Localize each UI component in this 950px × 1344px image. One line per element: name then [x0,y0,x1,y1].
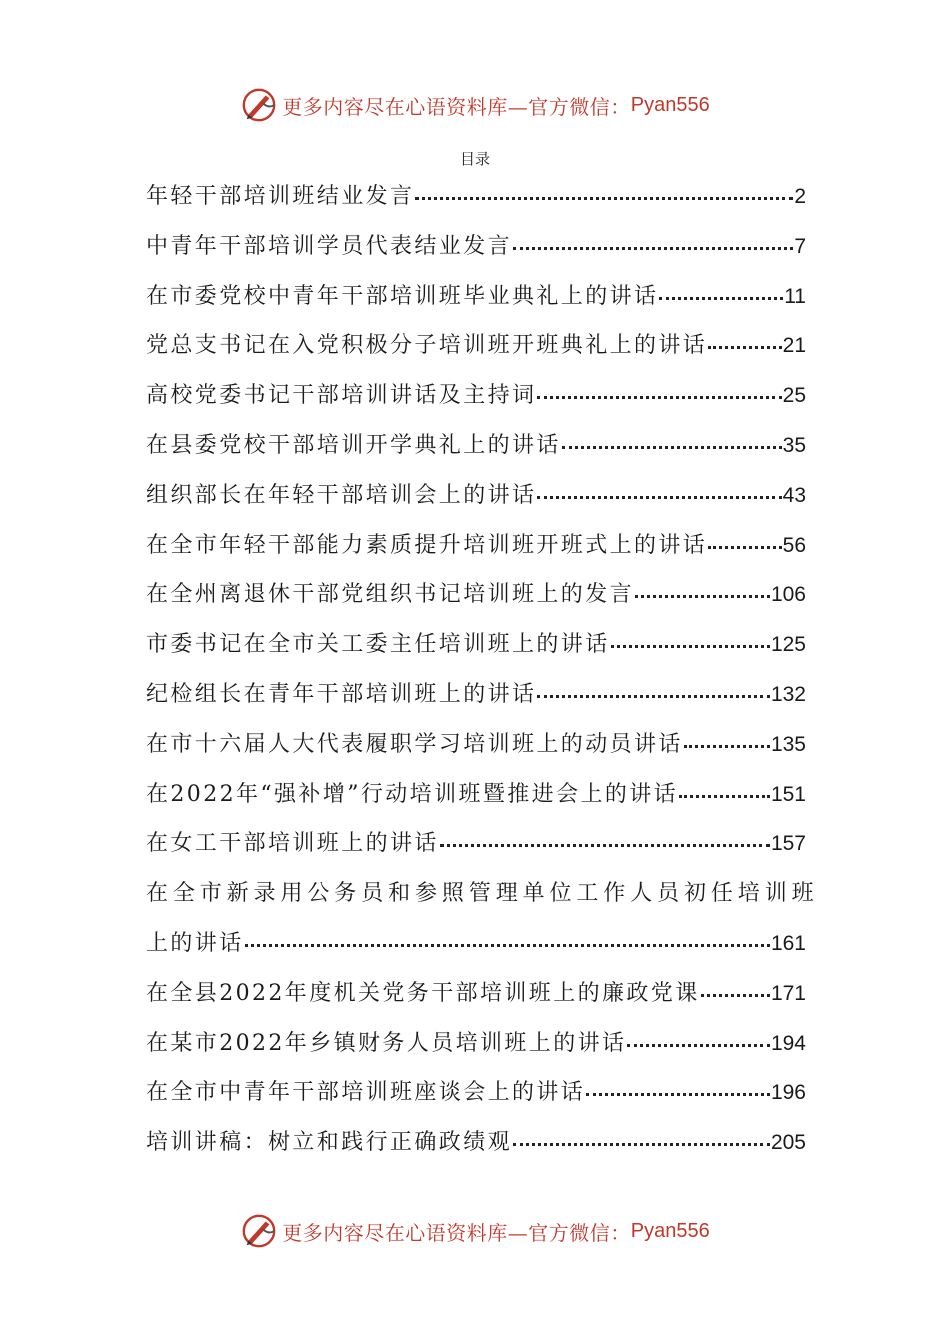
toc-entry-title: 在全市年轻干部能力素质提升培训班开班式上的讲话 [146,532,708,558]
toc-entry-title: 上的讲话 [146,930,244,956]
toc-entry[interactable] [146,720,806,770]
toc-leader-dots [708,546,781,549]
footer-banner [0,1211,950,1251]
toc-entry[interactable] [146,321,806,371]
toc-entry[interactable] [146,272,806,322]
toc-entry-title: 在县委党校干部培训开学典礼上的讲话 [146,432,561,458]
toc-entry[interactable] [146,620,806,670]
toc-entry-title: 市委书记在全市关工委主任培训班上的讲话 [146,632,610,658]
banner-slogan: 更多内容尽在心语资料库—官方微信： [282,1220,631,1245]
toc-entry-page: 194 [770,1031,806,1055]
toc-entry-title: 在全市中青年干部培训班座谈会上的讲话 [146,1080,586,1106]
toc-entry-page: 2 [794,185,806,208]
toc-entry-page: 135 [770,732,806,756]
toc-entry-page: 11 [784,284,806,308]
toc-entry-title: 在全县2022年度机关党务干部培训班上的廉政党课 [146,980,700,1006]
toc-entry-page: 161 [770,931,806,955]
pen-logo-icon [240,1212,278,1250]
pen-logo-icon [240,86,278,124]
toc-entry-page: 125 [770,633,806,657]
toc-entry-title: 在市委党校中青年干部培训班毕业典礼上的讲话 [146,283,659,309]
toc-entry[interactable] [146,471,806,521]
toc-entry-page: 106 [770,583,806,607]
toc-leader-dots [562,446,782,449]
toc-leader-dots [679,795,770,798]
toc-entry[interactable] [146,421,806,471]
toc-entry-title: 在全州离退休干部党组织书记培训班上的发言 [146,582,635,608]
toc-leader-dots [415,197,793,200]
toc-entry[interactable] [146,770,806,820]
toc-leader-dots [537,496,781,499]
toc-entry-page: 21 [782,334,806,358]
toc-leader-dots [245,944,770,947]
toc-entry-page: 205 [770,1131,806,1155]
toc-entry[interactable] [146,570,806,620]
toc-entry-page: 35 [782,433,806,457]
toc-entry-page: 171 [770,981,806,1005]
toc-leader-dots [659,297,783,300]
toc-entry-line1[interactable] [146,869,819,919]
toc-entry-page: 56 [782,533,806,557]
toc-entry[interactable] [146,371,806,421]
toc-leader-dots [684,745,770,748]
header-banner [0,85,950,125]
toc-entry-title: 在某市2022年乡镇财务人员培训班上的讲话 [146,1030,627,1056]
toc-entry-page: 43 [782,483,806,507]
toc-entry-title: 培训讲稿：树立和践行正确政绩观 [146,1130,513,1156]
toc-entry-title: 组织部长在年轻干部培训会上的讲话 [146,482,537,508]
toc-entry[interactable] [146,222,806,272]
banner-wechat-id: Pyan556 [630,93,710,116]
toc-entry-title: 年轻干部培训班结业发言 [146,184,415,209]
toc-entry-page: 196 [770,1081,806,1105]
toc-entry-page: 151 [770,782,806,806]
toc-entry-title: 在2022年“强补增”行动培训班暨推进会上的讲话 [146,781,679,807]
toc-entry[interactable] [146,521,806,571]
toc-entry-page: 7 [794,234,806,258]
toc-entry-title: 党总支书记在入党积极分子培训班开班典礼上的讲话 [146,333,708,359]
table-of-contents [146,172,819,1168]
toc-entry[interactable] [146,919,806,969]
toc-leader-dots [611,645,770,648]
toc-leader-dots [701,994,770,997]
toc-entry-title: 在市十六届人大代表履职学习培训班上的动员讲话 [146,731,683,757]
toc-leader-dots [537,396,781,399]
banner-wechat-id: Pyan556 [630,1219,710,1242]
toc-heading: 目录 [459,150,490,168]
toc-entry[interactable] [146,1019,806,1069]
toc-leader-dots [635,595,770,598]
toc-leader-dots [513,247,793,250]
toc-entry-title-line1: 在全市新录用公务员和参照管理单位工作人员初任培训班 [146,881,819,907]
toc-entry[interactable] [146,969,806,1019]
banner-slogan: 更多内容尽在心语资料库—官方微信： [282,94,631,119]
toc-entry-title: 高校党委书记干部培训讲话及主持词 [146,383,537,409]
toc-leader-dots [513,1143,770,1146]
toc-entry-page: 157 [770,832,806,856]
toc-leader-dots [586,1093,770,1096]
toc-entry[interactable] [146,172,806,222]
toc-entry-page: 25 [782,384,806,408]
toc-entry[interactable] [146,819,806,869]
toc-entry-title: 在女工干部培训班上的讲话 [146,831,439,857]
toc-entry[interactable] [146,1068,806,1118]
toc-entry-page: 132 [770,682,806,706]
toc-leader-dots [537,695,770,698]
toc-leader-dots [708,346,781,349]
toc-entry-title: 中青年干部培训学员代表结业发言 [146,233,513,259]
toc-entry-title: 纪检组长在青年干部培训班上的讲话 [146,681,537,707]
toc-leader-dots [440,844,770,847]
toc-entry[interactable] [146,1118,806,1168]
toc-entry[interactable] [146,670,806,720]
toc-leader-dots [627,1044,770,1047]
